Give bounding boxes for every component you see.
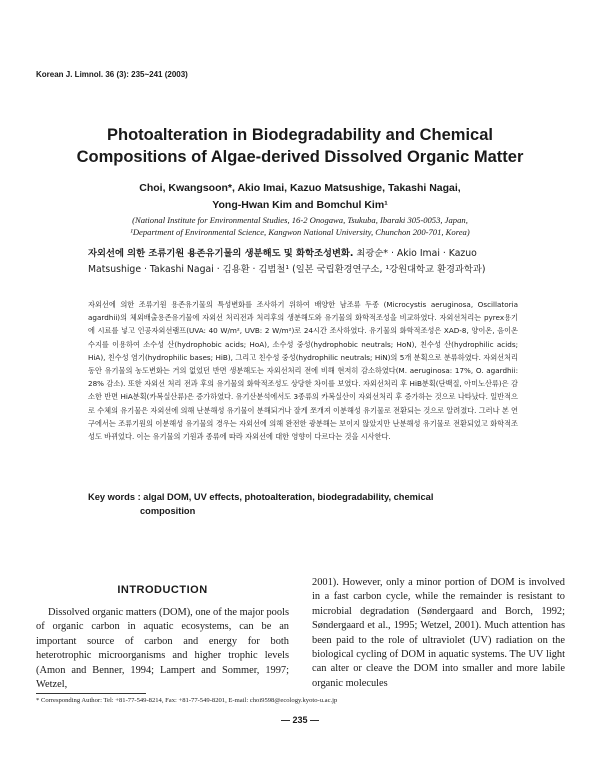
corresponding-author-footnote: * Corresponding Author: Tel: +81-77-549-8214, Fax: +81-77-549-8201, E-mail: choi9598@ecology.kyoto-u.ac.jp — [36, 697, 338, 704]
affiliations — [40, 214, 560, 238]
affiliation-line-2: ¹Department of Environmental Science, Kangwon National University, Chunchon 200-701, Korea) — [130, 227, 470, 237]
korean-title-block — [88, 246, 518, 278]
title-line-1: Photoalteration in Biodegradability and Chemical — [107, 126, 493, 144]
korean-authors: 최광순* · Akio Imai · Kazuo Matsushige · Takashi Nagai · 김용환 · 김범철¹ (일본 국립환경연구소, ¹강원대학교 환경과학과) — [88, 248, 486, 275]
authors-line-2: Yong-Hwan Kim and Bomchul Kim¹ — [212, 199, 388, 211]
affiliation-line-1: (National Institute for Environmental Studies, 16-2 Onogawa, Tsukuba, Ibaraki 305-0053, Japan, — [132, 215, 468, 225]
paper-title — [40, 124, 560, 168]
keywords-continuation: composition — [140, 506, 196, 516]
keywords — [88, 490, 518, 518]
author-list — [40, 180, 560, 214]
page-number: — 235 — — [280, 715, 320, 725]
keywords-text: algal DOM, UV effects, photoalteration, biodegradability, chemical — [143, 492, 434, 502]
left-column — [36, 576, 289, 692]
introduction-heading: INTRODUCTION — [117, 584, 208, 596]
title-line-2: Compositions of Algae-derived Dissolved Organic Matter — [76, 148, 524, 166]
right-column — [312, 576, 565, 691]
left-column-text: Dissolved organic matters (DOM), one of the major pools of organic carbon in aquatic ecosystems, can be an important source of carbon and energy for both heterotrophic microorganisms and higher trophic levels (Amon and Benner, 1994; Lampert and Sommer, 1997; Wetzel, — [36, 607, 289, 691]
journal-citation: Korean J. Limnol. 36 (3): 235~241 (2003) — [36, 70, 188, 79]
right-column-text: 2001). However, only a minor portion of DOM is involved in a fast carbon cycle, while the remainder is resistant to microbial degradation (Søndergaard and Borch, 1992; Søndergaard et al., 1995; Wetzel, 2001). Much attention has been paid to the role of ultraviolet (UV) radiation on the biological cycling of DOM in aquatic systems. The UV light can alter or cleave the DOM into smaller and more labile organic molecules — [312, 577, 565, 689]
korean-abstract: 자외선에 의한 조류기원 용존유기물의 특성변화를 조사하기 위하여 배양한 남조류 두종 (Microcystis aeruginosa, Oscillatoria agardhii)의 체외배출용존유기물에 자외선 처리전과 처리후의 생분해도와 유기물의 화학적조성을 비교하였다. 자외선처리는 pyrex용기에 시료를 넣고 인공자외선램프(UVA: 40 W/m², UVB: 2 W/m²)로 24시간 조사하였다. 유기물의 화학적조성은 XAD-8, 양이온, 음이온수지를 이용하여 소수성 산(hydrophobic acids; HoA), 소수성 중성(hydrophobic neutrals; HoN), 친수성 산(hydrophilic acids; HiA), 친수성 염기(hydrophilic bases; HiB), 그리고 친수성 중성(hydrophilic neutrals; HiN)의 5개 분획으로 분류하였다. 자외선처리동안 유기물의 농도변화는 거의 없었던 반면 생분해도는 자외선처리 전에 비해 현저히 감소하였다(M. aeruginosa: 17%, O. agardhii: 28% 감소). 또한 자외선 처리 전과 후의 유기물의 화학적조성도 상당한 차이를 보였다. 자외선처리 후 HiB분획(단백질, 아미노산류)은 감소한 반면 HiA분획(카복실산류)은 증가하였다. 유기산분석에서도 3종류의 카복실산이 자외선처리 후 증가하는 것으로 나타났다. 일반적으로 수체의 유기물은 자외선에 의해 난분해성 유기물이 분해되거나 잘게 쪼개져 이분해성 유기물로 전환되는 것으로 알려졌다. 그러나 본 연구에서는 조류기원의 이분해성 유기물의 경우는 자외선에 의해 완전한 광분해는 보이지 않았지만 난분해성 유기물로 전환되었고 화학적조성도 바뀌었다. 이는 유기물의 기원과 종류에 따라 자외선에 대한 영향이 다르다는 것을 시사한다. — [88, 300, 518, 442]
footnote-divider — [36, 693, 146, 694]
keywords-label: Key words : — [88, 492, 144, 502]
authors-line-1: Choi, Kwangsoon*, Akio Imai, Kazuo Matsushige, Takashi Nagai, — [139, 182, 461, 194]
korean-title: 자외선에 의한 조류기원 용존유기물의 생분해도 및 화학조성변화. — [88, 248, 354, 259]
